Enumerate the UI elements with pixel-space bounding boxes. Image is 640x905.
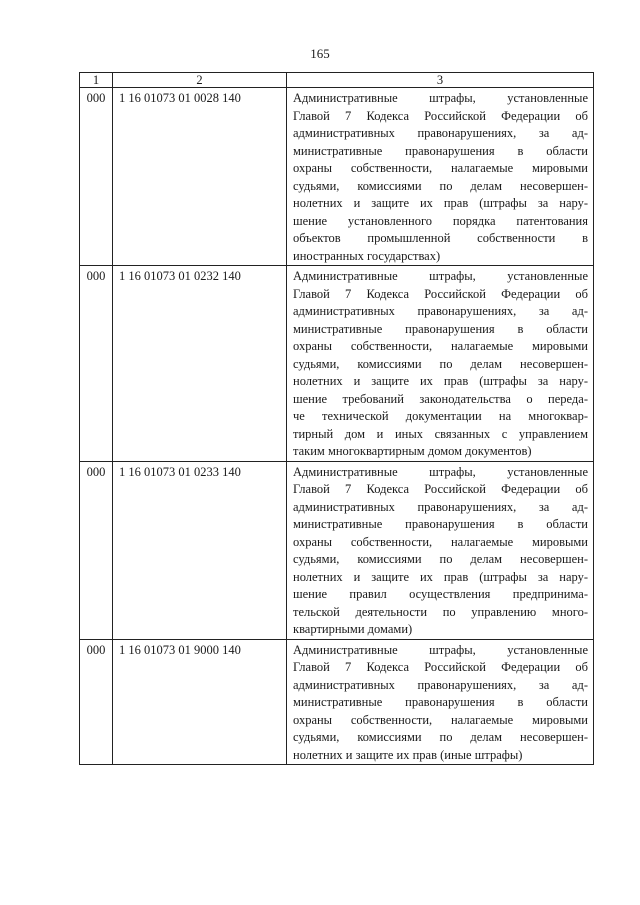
description-line: судьями, комиссиями по делам несовершен- [293, 730, 588, 744]
description-line: охраны собственности, налагаемые мировыми [293, 339, 588, 353]
table-row [80, 461, 594, 639]
description-line: охраны собственности, налагаемые мировыми [293, 534, 588, 549]
table-row [80, 639, 594, 765]
column-header-3: 3 [287, 73, 594, 88]
description-line: Главой 7 Кодекса Российской Федерации об [293, 660, 588, 674]
description-line: квартирными домами) [293, 622, 413, 636]
table-header-row [80, 73, 594, 88]
description-line: Главой 7 Кодекса Российской Федерации об [293, 286, 588, 301]
description-line: че технической документации на многоквар- [293, 409, 588, 423]
description-line: административных правонарушениях, за ад- [293, 677, 588, 692]
description-line: Главой 7 Кодекса Российской Федерации об [293, 482, 588, 496]
description-line: министративные правонарушения в области [293, 517, 588, 531]
description-line: тирный дом и иных связанных с управлением [293, 426, 588, 441]
description-line: судьями, комиссиями по делам несовершен- [293, 178, 588, 193]
page-number: 165 [310, 46, 330, 61]
description-line: Административные штрафы, установленные [293, 642, 588, 657]
admin-code-cell: 000 [80, 88, 113, 266]
description-line: шение установленного порядка патентования [293, 213, 588, 228]
description-line: шение требований законодательства о переда- [293, 391, 588, 406]
budget-code-cell: 1 16 01073 01 9000 140 [113, 639, 287, 765]
description-line: судьями, комиссиями по делам несовершен- [293, 552, 588, 566]
description-line: охраны собственности, налагаемые мировыми [293, 161, 588, 175]
description-line: Административные штрафы, установленные [293, 269, 588, 283]
description-line: объектов промышленной собственности в [293, 231, 588, 245]
column-header-1: 1 [80, 73, 113, 88]
description-line: Административные штрафы, установленные [293, 464, 588, 479]
column-header-2: 2 [113, 73, 287, 88]
description-line: тельской деятельности по управлению много- [293, 604, 588, 619]
table-row [80, 88, 594, 266]
description-line: иностранных государствах) [293, 248, 441, 263]
budget-classification-table [79, 72, 594, 765]
description-line: Главой 7 Кодекса Российской Федерации об [293, 108, 588, 123]
admin-code-cell: 000 [80, 266, 113, 462]
description-cell [287, 88, 594, 266]
description-line: шение правил осуществления предпринима- [293, 587, 588, 601]
description-line: министративные правонарушения в области [293, 321, 588, 336]
description-line: нолетних и защите их прав (штрафы за нару- [293, 374, 588, 388]
budget-code-cell: 1 16 01073 01 0233 140 [113, 461, 287, 639]
description-line: министративные правонарушения в области [293, 695, 588, 709]
description-line: таким многоквартирным домом документов) [293, 444, 532, 458]
table-row [80, 266, 594, 462]
description-cell [287, 461, 594, 639]
description-cell [287, 266, 594, 462]
budget-code-cell: 1 16 01073 01 0232 140 [113, 266, 287, 462]
description-line: нолетних и защите их прав (иные штрафы) [293, 747, 523, 762]
admin-code-cell: 000 [80, 639, 113, 765]
description-line: нолетних и защите их прав (штрафы за нару- [293, 569, 588, 584]
description-line: административных правонарушениях, за ад- [293, 126, 588, 140]
description-line: нолетних и защите их прав (штрафы за нару- [293, 196, 588, 210]
description-line: административных правонарушениях, за ад- [293, 304, 588, 318]
description-line: охраны собственности, налагаемые мировыми [293, 712, 588, 727]
admin-code-cell: 000 [80, 461, 113, 639]
budget-code-cell: 1 16 01073 01 0028 140 [113, 88, 287, 266]
description-cell [287, 639, 594, 765]
description-line: Административные штрафы, установленные [293, 91, 588, 105]
description-line: административных правонарушениях, за ад- [293, 499, 588, 514]
description-line: министративные правонарушения в области [293, 143, 588, 158]
description-line: судьями, комиссиями по делам несовершен- [293, 356, 588, 371]
